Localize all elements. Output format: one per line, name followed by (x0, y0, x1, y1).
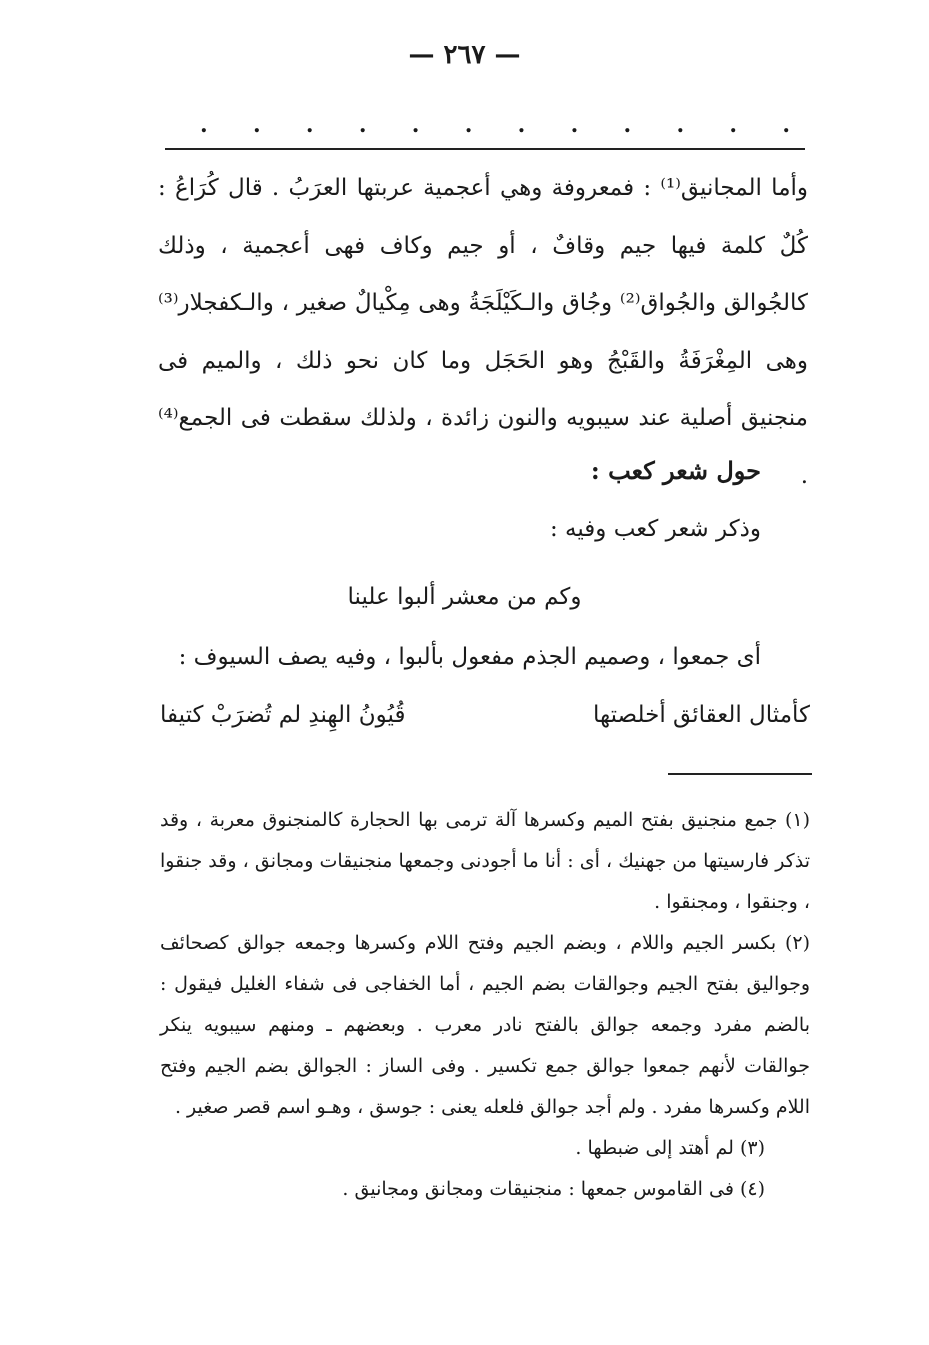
header-rule (165, 148, 805, 150)
section-heading: حول شعر كعب : (590, 456, 761, 485)
dot: . (252, 112, 261, 138)
verse-hemistich-first: كأمثال العقائق أخلصتها (593, 702, 810, 728)
footnote-4: (٤) فى القاموس جمعها : منجنيقات ومجانق ومجانيق . (342, 1178, 765, 1200)
dot: . (517, 112, 526, 138)
dot: . (570, 112, 579, 138)
footnotes (160, 800, 810, 1210)
page-number: — ٢٦٧ — (408, 40, 521, 70)
explanation-line: أى جمعوا ، وصميم الجذم مفعول بألبوا ، وفيه يصف السيوف : (178, 644, 761, 670)
dot: . (729, 112, 738, 138)
footnote-3: (٣) لم أهتد إلى ضبطها . (575, 1137, 765, 1159)
dot: . (464, 112, 473, 138)
main-paragraph (158, 160, 808, 505)
dot: . (200, 112, 208, 138)
footnote-rule (668, 773, 812, 775)
dot: . (676, 112, 685, 138)
dot: . (358, 112, 367, 138)
dot: . (623, 112, 632, 138)
verse-line-1: وكم من معشر ألبوا علينا (347, 584, 582, 610)
intro-line: وذكر شعر كعب وفيه : (549, 516, 761, 542)
verse-line-2 (160, 702, 810, 728)
verse-hemistich-second: قُيُونُ الهِندِ لم تُضرَبْ كتيفا (160, 702, 406, 728)
dot: . (782, 112, 790, 138)
paragraph-text: وأما المجانيق⁽¹⁾ : فمعروفة وهي أعجمية عربتها العرَبُ . قال كُرَاعُ : كُلٌ كلمة فيها جيم وقافٌ ، أو جيم وكاف فهى أعجمية ، وذلك كالجُوالق والجُواق⁽²⁾ وجُاق والـكَيْلَجَةُ وهى مِكْيالٌ صغير ، والـكفجلار⁽³⁾ وهى المِغْرَفَةُ والقَبْجُ وهو الحَجَل وما كان نحو ذلك ، والميم فى منجنيق أصلية عند سيبويه والنون زائدة ، ولذلك سقطت فى الجمع⁽⁴⁾ . (158, 175, 809, 489)
dot: . (305, 112, 314, 138)
dots-separator (200, 112, 790, 138)
footnote-1: (١) جمع منجنيق بفتح الميم وكسرها آلة ترمى بها الحجارة كالمنجنوق معربة ، وقد تذكر فارسيتها من جهنيك ، أى : أنا ما أجودنى وجمعها منجنيقات ومجانق ، وقد جنقوا ، وجنقوا ، ومجنقوا . (160, 809, 810, 913)
dot: . (411, 112, 420, 138)
footnote-2: (٢) بكسر الجيم واللام ، وبضم الجيم وفتح اللام وكسرها وجمعه جوالق كصحائف وجواليق بفتح الجيم وجوالقات بضم الجيم ، أما الخفاجى فى شفاء الغليل فيقول : بالضم مفرد وجمعه جوالق بالفتح نادر معرب . وبعضهم ـ ومنهم سيبويه ينكر جوالقات لأنهم جمعوا جوالق جمع تكسير . وفى الساز : الجوالق بضم الجيم وفتح اللام وكسرها مفرد . ولم أجد جوالق فلعله يعنى : جوسق ، وهـو اسم قصر صغير . (160, 932, 810, 1118)
